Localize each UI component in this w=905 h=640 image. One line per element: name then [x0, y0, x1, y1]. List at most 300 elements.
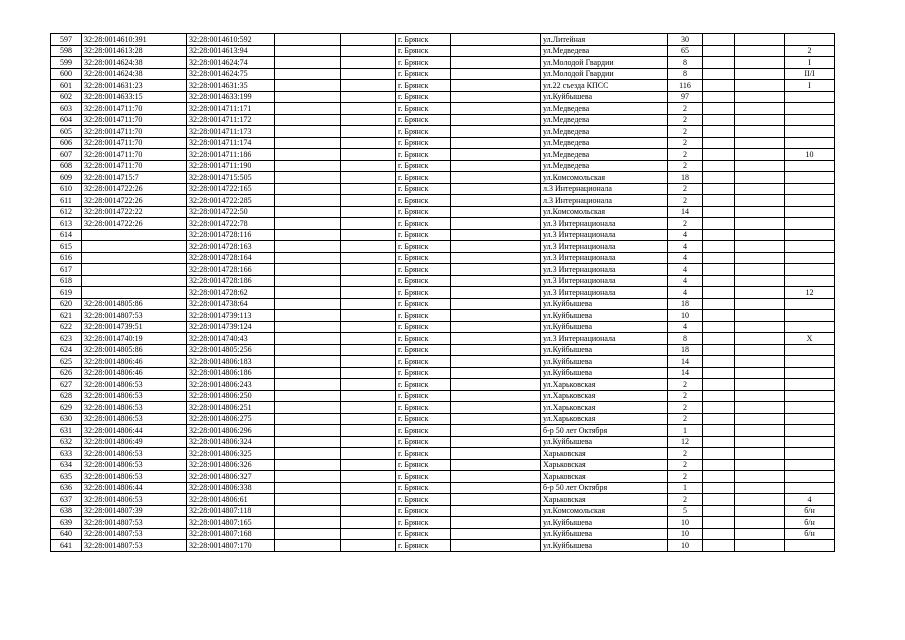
empty-cell	[735, 34, 785, 46]
empty-cell	[703, 57, 735, 69]
house-number-cell: 2	[668, 390, 703, 402]
city-cell: г. Брянск	[396, 137, 451, 149]
house-number-cell: 2	[668, 160, 703, 172]
row-number: 612	[51, 206, 82, 218]
building-cell	[785, 229, 835, 241]
object-cadastral-number: 32:28:0014633:199	[187, 91, 275, 103]
building-cell	[785, 471, 835, 483]
row-number: 614	[51, 229, 82, 241]
empty-cell	[275, 471, 341, 483]
building-cell	[785, 126, 835, 138]
city-cell: г. Брянск	[396, 264, 451, 276]
street-cell: ул.Куйбышева	[541, 321, 668, 333]
city-cell: г. Брянск	[396, 57, 451, 69]
empty-cell	[451, 241, 541, 253]
city-cell: г. Брянск	[396, 310, 451, 322]
empty-cell	[451, 482, 541, 494]
row-number: 609	[51, 172, 82, 184]
table-row	[51, 459, 835, 471]
street-cell: ул.3 Интернационала	[541, 218, 668, 230]
row-number: 623	[51, 333, 82, 345]
row-number: 618	[51, 275, 82, 287]
street-cell: ул.Комсомольская	[541, 172, 668, 184]
house-number-cell: 2	[668, 195, 703, 207]
row-number: 611	[51, 195, 82, 207]
empty-cell	[735, 275, 785, 287]
house-number-cell: 18	[668, 298, 703, 310]
row-number: 627	[51, 379, 82, 391]
empty-cell	[703, 379, 735, 391]
parcel-cadastral-number	[82, 252, 187, 264]
table-row	[51, 298, 835, 310]
parcel-cadastral-number: 32:28:0014806:44	[82, 482, 187, 494]
parcel-cadastral-number: 32:28:0014806:53	[82, 413, 187, 425]
parcel-cadastral-number: 32:28:0014806:44	[82, 425, 187, 437]
empty-cell	[703, 252, 735, 264]
street-cell: л.3 Интернационала	[541, 183, 668, 195]
empty-cell	[451, 413, 541, 425]
empty-cell	[703, 540, 735, 552]
table-row	[51, 448, 835, 460]
house-number-cell: 97	[668, 91, 703, 103]
empty-cell	[703, 218, 735, 230]
house-number-cell: 10	[668, 540, 703, 552]
street-cell: ул.Комсомольская	[541, 206, 668, 218]
empty-cell	[703, 172, 735, 184]
street-cell: ул.Харьковская	[541, 413, 668, 425]
empty-cell	[341, 517, 396, 529]
parcel-cadastral-number	[82, 229, 187, 241]
house-number-cell: 2	[668, 413, 703, 425]
building-cell: 10	[785, 149, 835, 161]
street-cell: ул.Молодой Гвардии	[541, 57, 668, 69]
empty-cell	[703, 471, 735, 483]
empty-cell	[275, 252, 341, 264]
empty-cell	[275, 482, 341, 494]
table-row	[51, 195, 835, 207]
building-cell: б/н	[785, 505, 835, 517]
empty-cell	[451, 195, 541, 207]
table-row	[51, 57, 835, 69]
table-row	[51, 241, 835, 253]
city-cell: г. Брянск	[396, 218, 451, 230]
empty-cell	[341, 126, 396, 138]
house-number-cell: 2	[668, 494, 703, 506]
object-cadastral-number: 32:28:0014711:172	[187, 114, 275, 126]
object-cadastral-number: 32:28:0014807:170	[187, 540, 275, 552]
city-cell: г. Брянск	[396, 517, 451, 529]
empty-cell	[451, 333, 541, 345]
parcel-cadastral-number	[82, 287, 187, 299]
empty-cell	[451, 68, 541, 80]
object-cadastral-number: 32:28:0014807:168	[187, 528, 275, 540]
object-cadastral-number: 32:28:0014807:118	[187, 505, 275, 517]
street-cell: ул.Куйбышева	[541, 367, 668, 379]
parcel-cadastral-number: 32:28:0014711:70	[82, 137, 187, 149]
empty-cell	[735, 298, 785, 310]
house-number-cell: 4	[668, 275, 703, 287]
object-cadastral-number: 32:28:0014738:64	[187, 298, 275, 310]
building-cell	[785, 172, 835, 184]
table-row	[51, 160, 835, 172]
row-number: 619	[51, 287, 82, 299]
empty-cell	[735, 413, 785, 425]
parcel-cadastral-number: 32:28:0014806:53	[82, 471, 187, 483]
object-cadastral-number: 32:28:0014806:250	[187, 390, 275, 402]
city-cell: г. Брянск	[396, 390, 451, 402]
building-cell	[785, 356, 835, 368]
row-number: 641	[51, 540, 82, 552]
street-cell: ул.Харьковская	[541, 379, 668, 391]
parcel-cadastral-number: 32:28:0014711:70	[82, 160, 187, 172]
empty-cell	[703, 80, 735, 92]
table-row	[51, 34, 835, 46]
house-number-cell: 4	[668, 264, 703, 276]
street-cell: б-р 50 лет Октября	[541, 425, 668, 437]
row-number: 626	[51, 367, 82, 379]
building-cell: 4	[785, 494, 835, 506]
parcel-cadastral-number: 32:28:0014633:15	[82, 91, 187, 103]
empty-cell	[703, 45, 735, 57]
city-cell: г. Брянск	[396, 344, 451, 356]
street-cell: ул.Куйбышева	[541, 91, 668, 103]
empty-cell	[341, 459, 396, 471]
house-number-cell: 10	[668, 528, 703, 540]
city-cell: г. Брянск	[396, 494, 451, 506]
street-cell: ул.Куйбышева	[541, 540, 668, 552]
table-row	[51, 183, 835, 195]
empty-cell	[703, 425, 735, 437]
empty-cell	[735, 57, 785, 69]
empty-cell	[341, 137, 396, 149]
table-row	[51, 379, 835, 391]
row-number: 635	[51, 471, 82, 483]
empty-cell	[735, 114, 785, 126]
row-number: 613	[51, 218, 82, 230]
parcel-cadastral-number: 32:28:0014722:26	[82, 218, 187, 230]
empty-cell	[703, 344, 735, 356]
empty-cell	[735, 390, 785, 402]
empty-cell	[735, 149, 785, 161]
object-cadastral-number: 32:28:0014631:35	[187, 80, 275, 92]
street-cell: ул.Куйбышева	[541, 344, 668, 356]
parcel-cadastral-number: 32:28:0014806:46	[82, 367, 187, 379]
row-number: 600	[51, 68, 82, 80]
empty-cell	[735, 528, 785, 540]
object-cadastral-number: 32:28:0014728:62	[187, 287, 275, 299]
parcel-cadastral-number: 32:28:0014624:38	[82, 68, 187, 80]
empty-cell	[275, 114, 341, 126]
row-number: 605	[51, 126, 82, 138]
empty-cell	[703, 459, 735, 471]
empty-cell	[275, 149, 341, 161]
parcel-cadastral-number: 32:28:0014806:53	[82, 402, 187, 414]
empty-cell	[341, 183, 396, 195]
parcel-cadastral-number: 32:28:0014711:70	[82, 114, 187, 126]
empty-cell	[341, 333, 396, 345]
empty-cell	[703, 310, 735, 322]
house-number-cell: 2	[668, 114, 703, 126]
street-cell: л.3 Интернационала	[541, 195, 668, 207]
house-number-cell: 2	[668, 149, 703, 161]
parcel-cadastral-number: 32:28:0014807:39	[82, 505, 187, 517]
building-cell	[785, 413, 835, 425]
building-cell	[785, 137, 835, 149]
building-cell	[785, 482, 835, 494]
row-number: 631	[51, 425, 82, 437]
empty-cell	[275, 356, 341, 368]
object-cadastral-number: 32:28:0014739:124	[187, 321, 275, 333]
house-number-cell: 2	[668, 183, 703, 195]
empty-cell	[735, 471, 785, 483]
house-number-cell: 116	[668, 80, 703, 92]
table-row	[51, 333, 835, 345]
city-cell: г. Брянск	[396, 91, 451, 103]
object-cadastral-number: 32:28:0014711:186	[187, 149, 275, 161]
empty-cell	[451, 390, 541, 402]
table-row	[51, 402, 835, 414]
street-cell: ул.Медведева	[541, 103, 668, 115]
empty-cell	[275, 206, 341, 218]
city-cell: г. Брянск	[396, 206, 451, 218]
street-cell: ул.Медведева	[541, 114, 668, 126]
empty-cell	[451, 80, 541, 92]
building-cell	[785, 160, 835, 172]
city-cell: г. Брянск	[396, 528, 451, 540]
parcel-cadastral-number: 32:28:0014613:28	[82, 45, 187, 57]
object-cadastral-number: 32:28:0014806:327	[187, 471, 275, 483]
empty-cell	[275, 172, 341, 184]
empty-cell	[451, 367, 541, 379]
city-cell: г. Брянск	[396, 436, 451, 448]
empty-cell	[275, 459, 341, 471]
building-cell	[785, 540, 835, 552]
empty-cell	[341, 390, 396, 402]
empty-cell	[341, 252, 396, 264]
street-cell: ул.Медведева	[541, 137, 668, 149]
empty-cell	[703, 126, 735, 138]
empty-cell	[275, 183, 341, 195]
row-number: 630	[51, 413, 82, 425]
empty-cell	[451, 494, 541, 506]
empty-cell	[703, 195, 735, 207]
house-number-cell: 2	[668, 126, 703, 138]
city-cell: г. Брянск	[396, 448, 451, 460]
empty-cell	[703, 160, 735, 172]
house-number-cell: 8	[668, 68, 703, 80]
parcel-cadastral-number: 32:28:0014711:70	[82, 103, 187, 115]
building-cell: 12	[785, 287, 835, 299]
empty-cell	[451, 298, 541, 310]
empty-cell	[703, 333, 735, 345]
object-cadastral-number: 32:28:0014806:275	[187, 413, 275, 425]
empty-cell	[275, 264, 341, 276]
empty-cell	[703, 241, 735, 253]
empty-cell	[703, 298, 735, 310]
table-row	[51, 436, 835, 448]
empty-cell	[735, 264, 785, 276]
empty-cell	[341, 57, 396, 69]
object-cadastral-number: 32:28:0014740:43	[187, 333, 275, 345]
table-row	[51, 356, 835, 368]
empty-cell	[341, 425, 396, 437]
empty-cell	[341, 264, 396, 276]
empty-cell	[341, 344, 396, 356]
empty-cell	[451, 356, 541, 368]
building-cell: б/н	[785, 517, 835, 529]
parcel-cadastral-number: 32:28:0014806:53	[82, 494, 187, 506]
empty-cell	[451, 459, 541, 471]
object-cadastral-number: 32:28:0014728:164	[187, 252, 275, 264]
empty-cell	[275, 367, 341, 379]
parcel-cadastral-number: 32:28:0014805:86	[82, 344, 187, 356]
city-cell: г. Брянск	[396, 103, 451, 115]
street-cell: ул.Медведева	[541, 126, 668, 138]
empty-cell	[451, 160, 541, 172]
house-number-cell: 2	[668, 459, 703, 471]
table-row	[51, 229, 835, 241]
parcel-cadastral-number: 32:28:0014610:391	[82, 34, 187, 46]
parcel-cadastral-number: 32:28:0014711:70	[82, 126, 187, 138]
empty-cell	[341, 114, 396, 126]
empty-cell	[735, 218, 785, 230]
empty-cell	[735, 333, 785, 345]
empty-cell	[451, 264, 541, 276]
empty-cell	[275, 425, 341, 437]
empty-cell	[341, 45, 396, 57]
city-cell: г. Брянск	[396, 80, 451, 92]
object-cadastral-number: 32:28:0014711:174	[187, 137, 275, 149]
empty-cell	[451, 321, 541, 333]
table-row	[51, 126, 835, 138]
house-number-cell: 30	[668, 34, 703, 46]
house-number-cell: 2	[668, 402, 703, 414]
empty-cell	[703, 436, 735, 448]
empty-cell	[703, 183, 735, 195]
city-cell: г. Брянск	[396, 540, 451, 552]
city-cell: г. Брянск	[396, 183, 451, 195]
building-cell	[785, 34, 835, 46]
row-number: 598	[51, 45, 82, 57]
street-cell: ул.Комсомольская	[541, 505, 668, 517]
empty-cell	[275, 298, 341, 310]
empty-cell	[275, 137, 341, 149]
object-cadastral-number: 32:28:0014806:324	[187, 436, 275, 448]
empty-cell	[275, 80, 341, 92]
empty-cell	[703, 528, 735, 540]
empty-cell	[341, 275, 396, 287]
empty-cell	[703, 114, 735, 126]
empty-cell	[735, 241, 785, 253]
table-row	[51, 482, 835, 494]
street-cell: ул.Медведева	[541, 149, 668, 161]
row-number: 622	[51, 321, 82, 333]
parcel-cadastral-number: 32:28:0014631:23	[82, 80, 187, 92]
empty-cell	[703, 413, 735, 425]
house-number-cell: 4	[668, 287, 703, 299]
empty-cell	[735, 402, 785, 414]
empty-cell	[275, 448, 341, 460]
empty-cell	[703, 402, 735, 414]
table-row	[51, 344, 835, 356]
object-cadastral-number: 32:28:0014806:325	[187, 448, 275, 460]
street-cell: ул.Харьковская	[541, 402, 668, 414]
table-row	[51, 321, 835, 333]
empty-cell	[341, 528, 396, 540]
building-cell	[785, 114, 835, 126]
empty-cell	[735, 356, 785, 368]
empty-cell	[341, 540, 396, 552]
empty-cell	[341, 103, 396, 115]
parcel-cadastral-number: 32:28:0014807:53	[82, 517, 187, 529]
empty-cell	[341, 160, 396, 172]
street-cell: ул.Куйбышева	[541, 517, 668, 529]
building-cell: I	[785, 57, 835, 69]
building-cell	[785, 379, 835, 391]
empty-cell	[451, 425, 541, 437]
building-cell	[785, 91, 835, 103]
empty-cell	[341, 34, 396, 46]
empty-cell	[451, 149, 541, 161]
parcel-cadastral-number: 32:28:0014806:53	[82, 459, 187, 471]
empty-cell	[703, 149, 735, 161]
empty-cell	[341, 287, 396, 299]
row-number: 639	[51, 517, 82, 529]
house-number-cell: 2	[668, 471, 703, 483]
house-number-cell: 2	[668, 137, 703, 149]
object-cadastral-number: 32:28:0014711:173	[187, 126, 275, 138]
street-cell: ул.3 Интернационала	[541, 333, 668, 345]
house-number-cell: 2	[668, 218, 703, 230]
building-cell: X	[785, 333, 835, 345]
street-cell: ул.3 Интернационала	[541, 252, 668, 264]
table-row	[51, 471, 835, 483]
row-number: 640	[51, 528, 82, 540]
building-cell	[785, 264, 835, 276]
empty-cell	[735, 436, 785, 448]
row-number: 597	[51, 34, 82, 46]
empty-cell	[735, 68, 785, 80]
house-number-cell: 14	[668, 206, 703, 218]
empty-cell	[451, 206, 541, 218]
object-cadastral-number: 32:28:0014806:183	[187, 356, 275, 368]
house-number-cell: 1	[668, 425, 703, 437]
empty-cell	[451, 34, 541, 46]
empty-cell	[275, 310, 341, 322]
empty-cell	[735, 206, 785, 218]
object-cadastral-number: 32:28:0014722:285	[187, 195, 275, 207]
table-row	[51, 425, 835, 437]
house-number-cell: 1	[668, 482, 703, 494]
empty-cell	[341, 229, 396, 241]
empty-cell	[735, 160, 785, 172]
empty-cell	[735, 540, 785, 552]
empty-cell	[735, 252, 785, 264]
object-cadastral-number: 32:28:0014610:592	[187, 34, 275, 46]
parcel-cadastral-number: 32:28:0014807:53	[82, 310, 187, 322]
parcel-cadastral-number: 32:28:0014715:7	[82, 172, 187, 184]
table-row	[51, 517, 835, 529]
street-cell: ул.3 Интернационала	[541, 287, 668, 299]
row-number: 632	[51, 436, 82, 448]
table-row	[51, 218, 835, 230]
empty-cell	[275, 333, 341, 345]
empty-cell	[341, 68, 396, 80]
building-cell	[785, 183, 835, 195]
house-number-cell: 10	[668, 310, 703, 322]
building-cell	[785, 241, 835, 253]
empty-cell	[275, 390, 341, 402]
